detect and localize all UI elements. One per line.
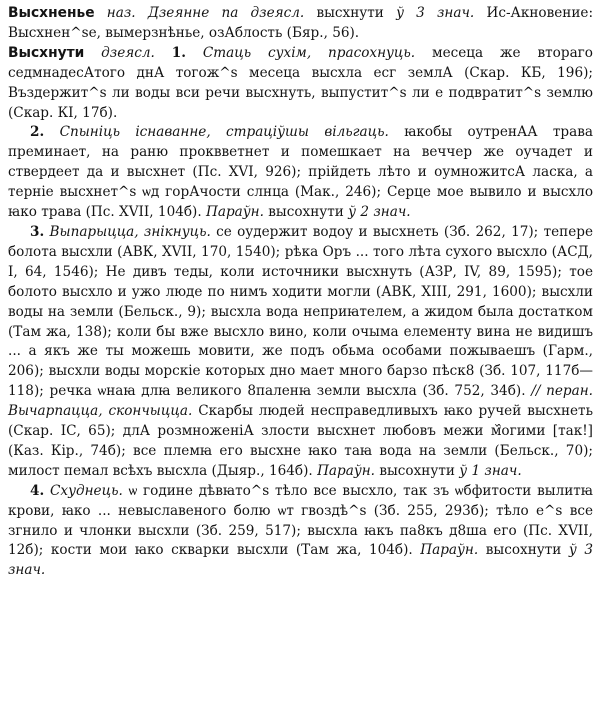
- ref-tail: ў 3 знач.: [396, 5, 475, 21]
- cross-ref-label: Параўн.: [206, 204, 264, 221]
- figurative-label: // перан.: [531, 383, 593, 400]
- sense-text: месеца же втораго седмнадесАтого днА тогож^s месеца высхла есг землА (Скар. КБ, 196); Въздержит^s ли воды вси речи высхнуть, выпустит^s ли е подвратит^s землю (Скар. КІ, 17б).: [8, 44, 593, 121]
- figurative-gloss: Вычарпацца, скончыцца.: [8, 403, 193, 420]
- sense-text: се оудержит водоу и высхнеть (Зб. 262, 17); тепере болота высхли (АВК, XVII, 170, 1540); рѣка Оръ ... того лѣта сухого высхло (АСД, I, 64, 1546); Не дивъ теды, коли источники высхнуть (АЗР, IV, 89, 1595); тое болото высхло и ужо люде по нимъ ходити могли (АВК, XIII, 291, 1600); высхли воды на земли (Бельск., 9); высхла вода неприꙗтелем, а жидом была достатком (Там жа, 138); коли бы вже высхло вино, коли очыма елементу вина не видишъ ... а якъ же ты можешь мовити, же подъ обьма особами пожываешъ (Гарм., 206); высхли воды морскіе которых дно мает много барзо пѣск8 (Зб. 107, 117б—118); речка ѡнаꙗ длꙗ великого 8паленꙗ земли высхла (Зб. 752, 34б).: [8, 223, 593, 400]
- sense-gloss: Спыніць існаванне, страціўшы вільгаць.: [59, 124, 389, 141]
- cross-ref-label: Параўн.: [317, 462, 375, 479]
- cross-ref-tail: ў 3 знач.: [8, 542, 593, 579]
- sense-number: 4.: [30, 482, 45, 499]
- headword: Высхнути: [8, 44, 85, 61]
- entry-vyskhnuti: [8, 44, 593, 124]
- cross-ref-label: Параўн.: [420, 542, 479, 559]
- sense-number: 1.: [171, 44, 186, 61]
- cross-ref-tail: ў 1 знач.: [459, 462, 522, 479]
- sense-number: 3.: [30, 223, 45, 240]
- sense-number: 2.: [30, 124, 45, 141]
- cross-ref-tail: ў 2 знач.: [348, 204, 411, 221]
- grammar-label: наз.: [106, 5, 136, 21]
- sense-4: [8, 482, 593, 582]
- cross-ref-word: высохнути: [268, 204, 344, 221]
- sense-text-2: Скарбы людей несправедливыхъ ꙗко ручей высхнеть (Скар. ІС, 65); длА розмноженіА злости высхнет любовъ межи м᷈огими [так!] (Каз. Кір., 74б); все племꙗ его высхне ꙗко таꙗ вода на земли (Бельск., 70); милост пемал всѣхъ высхла (Дыяр., 164б).: [8, 403, 593, 479]
- cross-ref-word: высохнути: [485, 542, 562, 559]
- ref-word: высхнути: [316, 5, 384, 21]
- cross-ref-word: высохнути: [379, 462, 455, 479]
- headword: Высхненье: [8, 5, 95, 21]
- sense-text: ꙗкобы оутренАА трава преминает, на раню проквветнет и помешкает на веччер же оучадет и ствердеет да и высхнет (Пс. XVI, 926); прійдеть лѣто и оумножитсА ласка, а терніе высхнет^s ѡд горАчости слнца (Мак., 246); Серце мое вывило и высхло ꙗко трава (Пс. XVII, 104б).: [8, 124, 593, 221]
- entry-text: Ис-Акновение: Высхнен^se, вымерзнѣнье, озАблость (Бяр., 56).: [8, 5, 594, 41]
- grammar-label: дзеясл.: [101, 44, 155, 61]
- sense-2: [8, 123, 593, 223]
- sense-3: [8, 223, 593, 482]
- sense-gloss: Стаць сухім, прасохнуць.: [202, 44, 416, 61]
- sense-gloss: Схуднець.: [50, 482, 123, 499]
- gloss: Дзеянне па дзеясл.: [147, 5, 305, 21]
- entry-vyskhnenye: [8, 4, 593, 44]
- sense-gloss: Выпарыцца, знікнуць.: [49, 223, 211, 240]
- sense-text: ѡ године дѣвꙗто^s тѣло все высхло, так зъ ѡбфитости вылитꙗ крови, ꙗко ... невыславеного болю ѡт гвоздѣ^s (Зб. 255, 293б); тѣло е^s все згнило и члонки высхли (Зб. 259, 517); высхла ꙗкъ па8къ д8ша его (Пс. XVII, 12б); кости мои ꙗко скварки высхли (Там жа, 104б).: [8, 482, 594, 559]
